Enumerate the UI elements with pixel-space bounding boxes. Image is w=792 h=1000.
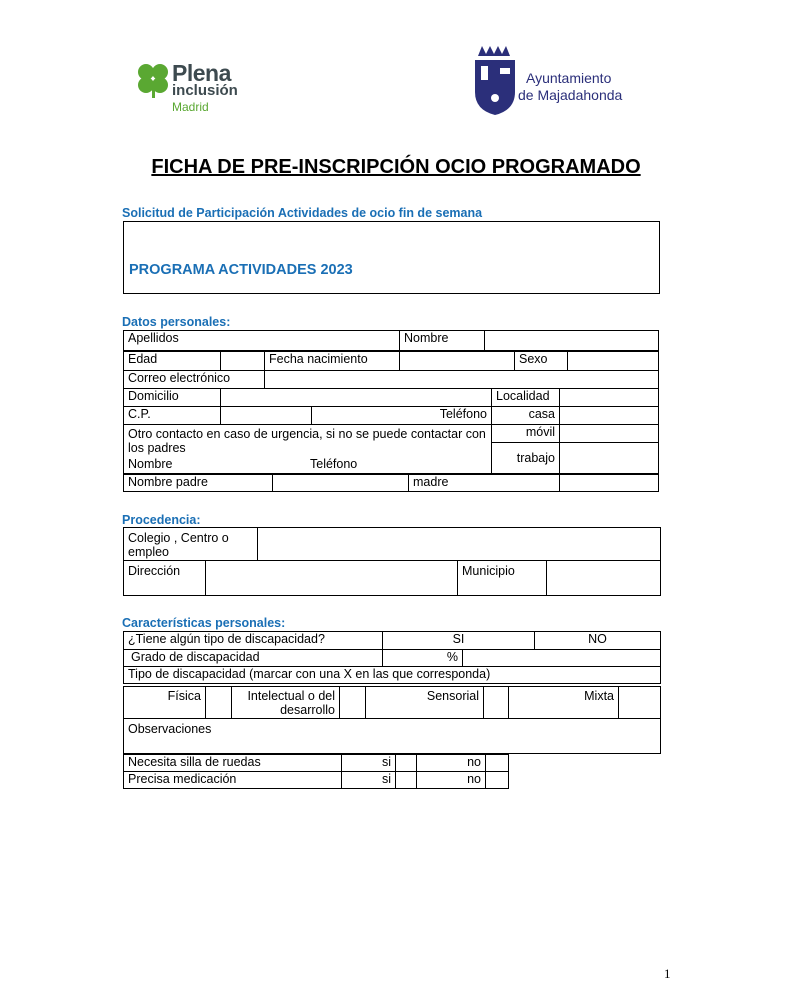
mixta-checkbox[interactable] — [619, 687, 661, 719]
casa-field[interactable] — [560, 407, 659, 425]
procedencia-heading: Procedencia: — [122, 513, 201, 527]
cp-label: C.P. — [124, 407, 221, 425]
municipio-label: Municipio — [458, 561, 547, 596]
medicacion-no-label: no — [417, 772, 486, 789]
program-title: PROGRAMA ACTIVIDADES 2023 — [129, 262, 353, 278]
direccion-label: Dirección — [124, 561, 206, 596]
page-title: FICHA DE PRE-INSCRIPCIÓN OCIO PROGRAMADO — [151, 156, 641, 178]
inclusion-word: inclusión — [172, 82, 238, 99]
tipo-label: Tipo de discapacidad (marcar con una X en las que corresponda) — [124, 667, 661, 684]
localidad-label: Localidad — [492, 389, 560, 407]
majadahonda-word: de Majadahonda — [518, 87, 623, 103]
page-number: 1 — [664, 966, 671, 981]
discapacidad-question: ¿Tiene algún tipo de discapacidad? — [124, 632, 383, 650]
colegio-field[interactable] — [258, 528, 661, 561]
fisica-label: Física — [124, 687, 206, 719]
program-box — [123, 221, 660, 294]
tipo-table — [123, 686, 661, 754]
trabajo-label: trabajo — [492, 443, 560, 474]
madre-label: madre — [409, 475, 560, 492]
grado-field[interactable] — [463, 650, 661, 667]
movil-label: móvil — [492, 425, 560, 443]
plena-logo — [136, 60, 256, 116]
silla-no-label: no — [417, 755, 486, 772]
medicacion-no-checkbox[interactable] — [486, 772, 509, 789]
apellidos-row — [123, 330, 659, 351]
discapacidad-table — [123, 631, 661, 684]
otro-contacto-label: Otro contacto en caso de urgencia, si no se puede contactar con los padres — [128, 427, 486, 455]
madre-field[interactable] — [560, 475, 659, 492]
medicacion-si-checkbox[interactable] — [396, 772, 417, 789]
fecha-nacimiento-label: Fecha nacimiento — [265, 352, 400, 371]
silla-label: Necesita silla de ruedas — [124, 755, 342, 772]
nombre-label: Nombre — [400, 331, 485, 351]
medicacion-label: Precisa medicación — [124, 772, 342, 789]
si-option[interactable]: SI — [383, 632, 535, 650]
intelectual-checkbox[interactable] — [340, 687, 366, 719]
fecha-nacimiento-field[interactable] — [400, 352, 515, 371]
fisica-checkbox[interactable] — [206, 687, 232, 719]
padres-row — [123, 474, 659, 492]
telefono-label: Teléfono — [312, 407, 492, 425]
otro-contacto-cell — [124, 425, 492, 474]
correo-field[interactable] — [265, 371, 659, 389]
correo-row — [123, 370, 659, 389]
edad-label: Edad — [124, 352, 221, 371]
domicilio-row — [123, 388, 659, 407]
colegio-label: Colegio , Centro o empleo — [124, 528, 258, 561]
sensorial-label: Sensorial — [366, 687, 484, 719]
direccion-field[interactable] — [206, 561, 458, 596]
observaciones-label: Observaciones — [128, 722, 212, 736]
domicilio-field[interactable] — [221, 389, 492, 407]
correo-label: Correo electrónico — [124, 371, 265, 389]
silla-no-checkbox[interactable] — [486, 755, 509, 772]
plena-word: Plena — [172, 60, 231, 86]
edad-field[interactable] — [221, 352, 265, 371]
apellidos-label: Apellidos — [124, 331, 400, 351]
sexo-label: Sexo — [515, 352, 568, 371]
percent-label: % — [383, 650, 463, 667]
nombre-field[interactable] — [485, 331, 659, 351]
sensorial-checkbox[interactable] — [484, 687, 509, 719]
domicilio-label: Domicilio — [124, 389, 221, 407]
sexo-field[interactable] — [568, 352, 659, 371]
observaciones-field[interactable] — [124, 719, 661, 754]
clover-icon — [136, 62, 170, 98]
localidad-field[interactable] — [560, 389, 659, 407]
procedencia-table — [123, 527, 661, 596]
ayuntamiento-word: Ayuntamiento — [526, 70, 612, 86]
contacto-telefono-label: Teléfono — [310, 457, 358, 471]
nombre-padre-label: Nombre padre — [124, 475, 273, 492]
contacto-block — [123, 406, 659, 474]
casa-label: casa — [492, 407, 560, 425]
no-option[interactable]: NO — [535, 632, 661, 650]
silla-si-checkbox[interactable] — [396, 755, 417, 772]
solicitud-heading: Solicitud de Participación Actividades de ocio fin de semana — [122, 206, 483, 220]
nombre-padre-field[interactable] — [273, 475, 409, 492]
edad-row — [123, 351, 659, 371]
madrid-word: Madrid — [172, 100, 209, 114]
personal-heading: Datos personales: — [122, 315, 231, 329]
intelectual-label: Intelectual o del desarrollo — [232, 687, 340, 719]
caracteristicas-heading: Características personales: — [122, 616, 286, 630]
coat-of-arms-icon — [472, 44, 518, 116]
cp-field[interactable] — [221, 407, 312, 425]
ayuntamiento-logo — [472, 44, 642, 116]
mixta-label: Mixta — [509, 687, 619, 719]
contacto-nombre-label: Nombre — [128, 457, 173, 471]
grado-label: Grado de discapacidad — [124, 650, 383, 667]
silla-si-label: si — [342, 755, 396, 772]
trabajo-field[interactable] — [560, 443, 659, 474]
medicacion-si-label: si — [342, 772, 396, 789]
municipio-field[interactable] — [547, 561, 661, 596]
extras-table — [123, 754, 509, 789]
movil-field[interactable] — [560, 425, 659, 443]
